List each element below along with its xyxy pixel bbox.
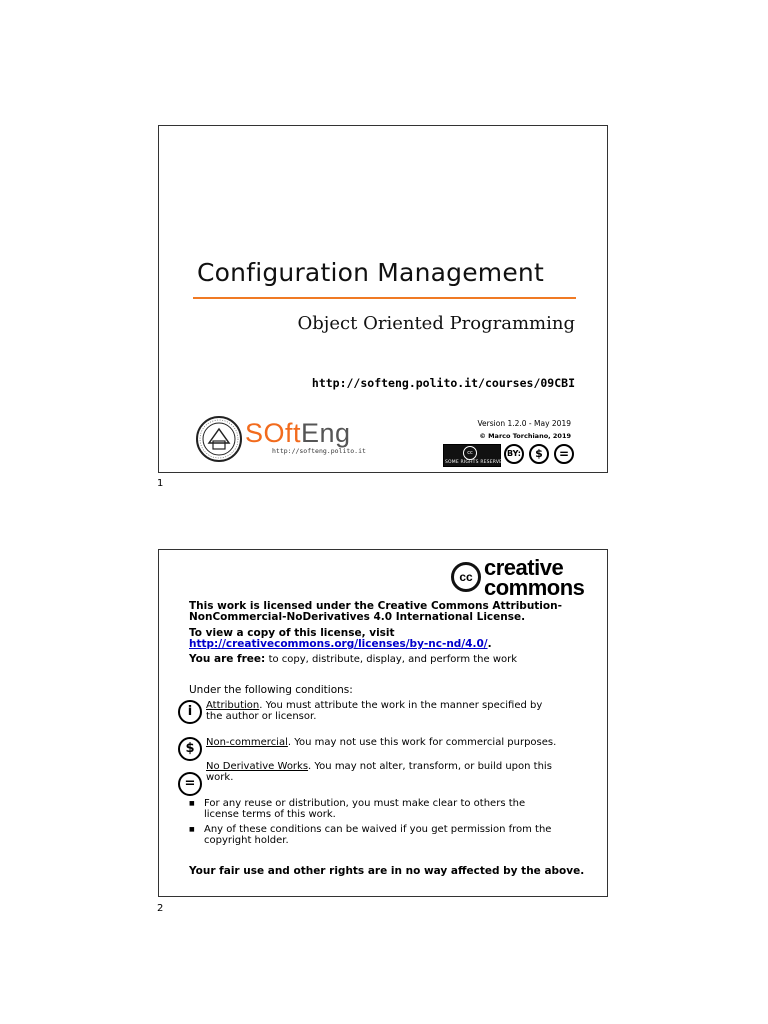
bullet-marker: ■ [189, 800, 195, 807]
cc-logo-icon: cc [451, 562, 481, 592]
bullet-marker: ■ [189, 826, 195, 833]
page-number: 2 [157, 903, 164, 914]
slide-subtitle: Object Oriented Programming [297, 313, 575, 334]
title-underline [193, 297, 576, 299]
logo-url: http://softeng.polito.it [272, 447, 366, 455]
version-info [478, 418, 572, 442]
bullet-2-line-1: Any of these conditions can be waived if you get permission from the [204, 824, 552, 835]
university-seal-icon [195, 415, 243, 463]
attribution-line-2: the author or licensor. [206, 711, 317, 722]
page-number: 1 [157, 478, 164, 489]
copyright-text: © Marco Torchiano, 2019 [479, 432, 571, 440]
course-url: http://softeng.polito.it/courses/09CBI [311, 376, 575, 390]
attribution-icon: i [178, 700, 202, 724]
bullet-1-line-1: For any reuse or distribution, you must make clear to others the [204, 798, 526, 809]
cc-badge-caption: SOME RIGHTS RESERVED [445, 460, 506, 465]
cc-logo-line1: creative [484, 555, 564, 580]
you-are-free-line: You are free: to copy, distribute, display, and perform the work [189, 653, 518, 665]
slide-1 [158, 125, 608, 473]
cc-badge-icon: cc [463, 446, 477, 460]
noncommercial-icon: $ [178, 737, 202, 761]
noderiv-line-1: No Derivative Works. You may not alter, transform, or build upon this [206, 761, 552, 772]
attribution-line-1: Attribution. You must attribute the work in the manner specified by [206, 700, 543, 711]
bullet-2-line-2: copyright holder. [204, 835, 289, 846]
by-icon: BY: [504, 444, 524, 464]
slide-title: Configuration Management [197, 258, 544, 287]
noncommercial-small-icon: $ [529, 444, 549, 464]
slide-2 [158, 549, 608, 897]
license-link-line: http://creativecommons.org/licenses/by-nc-nd/4.0/. [189, 638, 492, 650]
creative-commons-logo [451, 555, 604, 600]
license-line-2: NonCommercial-NoDerivatives 4.0 International License. [189, 611, 526, 623]
version-text: Version 1.2.0 - May 2019 [477, 419, 571, 428]
noncommercial-line: Non-commercial. You may not use this work for commercial purposes. [206, 737, 557, 748]
view-copy-text: To view a copy of this license, visit [189, 627, 395, 639]
conditions-heading: Under the following conditions: [189, 684, 353, 696]
license-link[interactable]: http://creativecommons.org/licenses/by-nc-nd/4.0/ [189, 638, 488, 650]
noderivs-small-icon: = [554, 444, 574, 464]
cc-badge [443, 444, 506, 467]
softeng-logo: SOftEng http://softeng.polito.it [245, 418, 366, 455]
bullet-1-line-2: license terms of this work. [204, 809, 336, 820]
cc-logo-line2: commons [484, 575, 585, 600]
noderiv-line-2: work. [206, 772, 234, 783]
license-line-1: This work is licensed under the Creative Commons Attribution- [189, 600, 562, 612]
fair-use-footer: Your fair use and other rights are in no way affected by the above. [189, 865, 585, 877]
noderivs-icon: = [178, 772, 202, 796]
